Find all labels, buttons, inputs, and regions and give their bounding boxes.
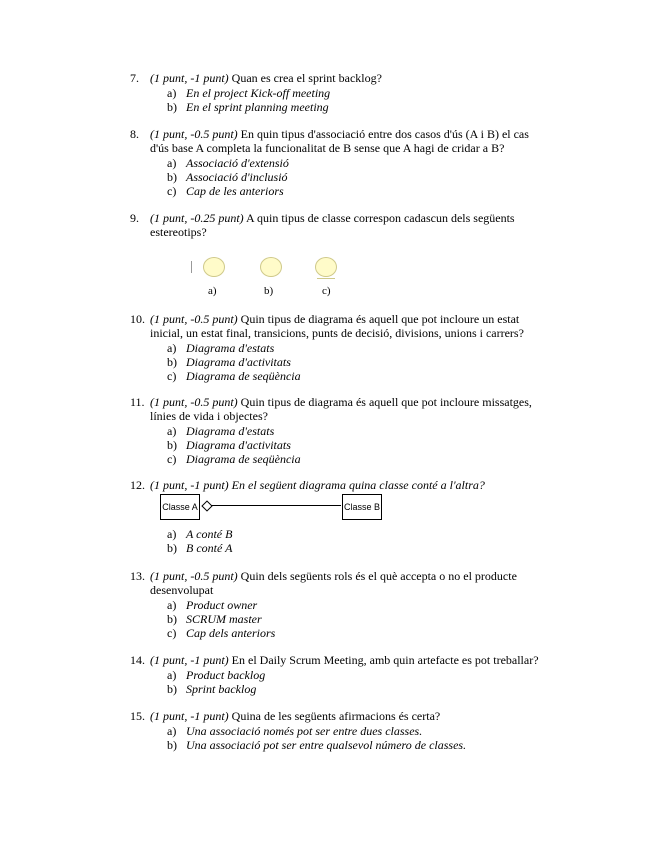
question-number: 15. — [130, 709, 145, 723]
question-12 — [130, 478, 550, 492]
question-points: (1 punt, -1 punt) — [150, 71, 229, 85]
question-number: 7. — [130, 71, 139, 85]
question-text: Quina de les següents afirmacions és certa? — [228, 709, 441, 723]
class-b-box: Classe B — [342, 494, 382, 520]
option: b) SCRUM master — [167, 612, 262, 626]
question-10 — [130, 312, 550, 383]
aggregation-diamond-icon — [201, 500, 212, 511]
stereotype-figures — [186, 253, 356, 303]
option: a) Diagrama d'estats — [167, 341, 275, 355]
option: a) En el project Kick-off meeting — [167, 86, 331, 100]
question-7 — [130, 71, 550, 114]
question-13 — [130, 569, 550, 640]
option: c) Diagrama de seqüència — [167, 452, 301, 466]
stereotype-label-c: c) — [322, 285, 331, 297]
boundary-line-icon — [191, 261, 192, 273]
question-text: En quin tipus d'associació entre dos casos d'ús (A i B) el cas d'ús base A completa la funcionalitat de B sense que A hagi de cridar a B? — [150, 127, 529, 155]
question-number: 10. — [130, 312, 145, 326]
option: c) Diagrama de seqüència — [167, 369, 301, 383]
stereotype-label-a: a) — [208, 285, 217, 297]
question-text: Quin tipus de diagrama és aquell que pot incloure missatges, línies de vida i objectes? — [150, 395, 532, 423]
option: a) Diagrama d'estats — [167, 424, 275, 438]
option: b) B conté A — [167, 541, 233, 555]
option: a) A conté B — [167, 527, 233, 541]
question-text: En el Daily Scrum Meeting, amb quin artefacte es pot treballar? — [228, 653, 539, 667]
question-number: 13. — [130, 569, 145, 583]
question-11 — [130, 395, 550, 466]
option: a) Product owner — [167, 598, 258, 612]
option: a) Associació d'extensió — [167, 156, 289, 170]
question-12-options — [130, 527, 550, 555]
question-number: 9. — [130, 211, 139, 225]
option: c) Cap de les anteriors — [167, 184, 284, 198]
entity-underline-icon — [317, 278, 335, 279]
question-9 — [130, 211, 550, 239]
question-points: (1 punt, -0.5 punt) — [150, 569, 238, 583]
question-points: (1 punt, -1 punt) — [150, 653, 229, 667]
boundary-class-icon — [203, 257, 225, 277]
question-points: (1 punt, -0.5 punt) — [150, 127, 238, 141]
option: b) Diagrama d'activitats — [167, 438, 291, 452]
question-text: Quin dels següents rols és el què accepta o no el producte desenvolupat — [150, 569, 517, 597]
option: b) En el sprint planning meeting — [167, 100, 329, 114]
question-number: 14. — [130, 653, 145, 667]
association-line — [211, 505, 341, 506]
question-points: (1 punt, -1 punt) — [150, 478, 229, 492]
question-number: 11. — [130, 395, 145, 409]
question-number: 8. — [130, 127, 139, 141]
stereotype-label-b: b) — [264, 285, 274, 297]
option: c) Cap dels anteriors — [167, 626, 276, 640]
entity-class-icon — [315, 257, 337, 277]
question-points: (1 punt, -0.5 punt) — [150, 312, 238, 326]
question-points: (1 punt, -0.5 punt) — [150, 395, 238, 409]
question-text: En el següent diagrama quina classe conté a l'altra? — [228, 478, 485, 492]
option: a) Product backlog — [167, 668, 266, 682]
option: a) Una associació només pot ser entre dues classes. — [167, 724, 423, 738]
question-text: Quan es crea el sprint backlog? — [228, 71, 382, 85]
question-8 — [130, 127, 550, 198]
question-15 — [130, 709, 550, 752]
option: b) Sprint backlog — [167, 682, 257, 696]
question-number: 12. — [130, 478, 145, 492]
option: b) Associació d'inclusió — [167, 170, 288, 184]
question-points: (1 punt, -0.25 punt) — [150, 211, 244, 225]
question-points: (1 punt, -1 punt) — [150, 709, 229, 723]
class-a-box: Classe A — [160, 494, 200, 520]
aggregation-diagram — [158, 492, 388, 522]
option: b) Una associació pot ser entre qualsevol número de classes. — [167, 738, 467, 752]
question-text: A quin tipus de classe correspon cadascun dels següents estereotips? — [150, 211, 515, 239]
control-class-icon — [260, 257, 282, 277]
question-text: Quin tipus de diagrama és aquell que pot incloure un estat inicial, un estat final, transicions, punts de decisió, divisions, unions i carrers? — [150, 312, 524, 340]
question-14 — [130, 653, 550, 696]
option: b) Diagrama d'activitats — [167, 355, 291, 369]
